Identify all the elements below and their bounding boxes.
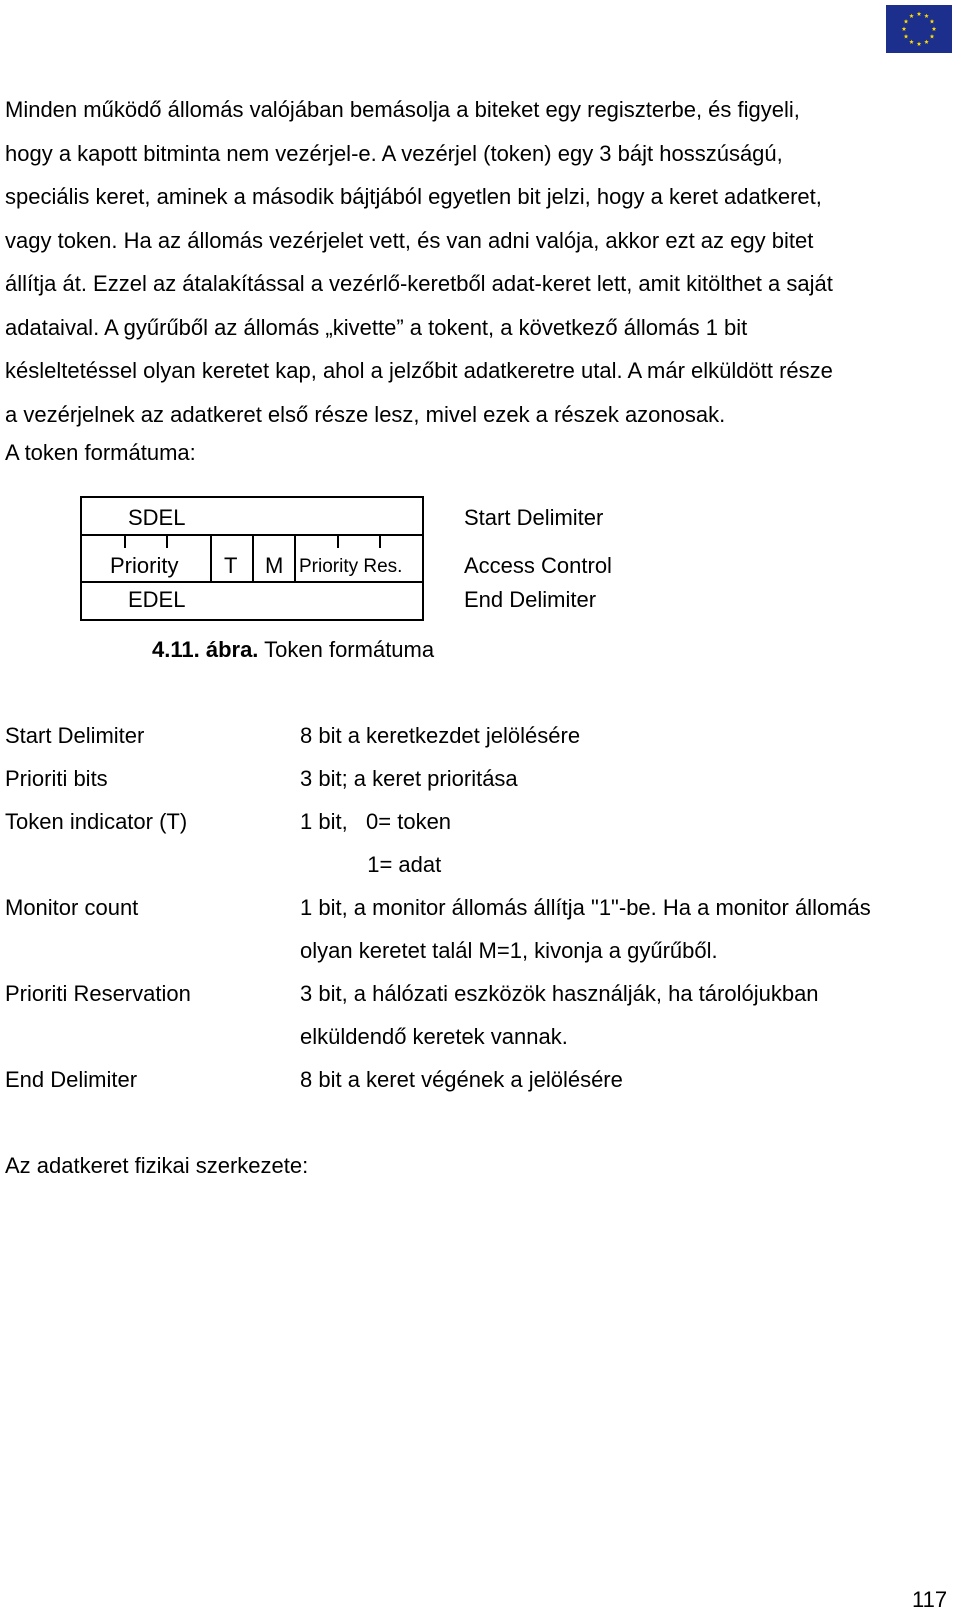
paragraph-line: adataival. A gyűrűből az állomás „kivette” a tokent, a következő állomás 1 bit — [5, 314, 748, 340]
row-separator — [80, 534, 424, 536]
edel-label: EDEL — [128, 587, 186, 612]
figure-number: 4.11. ábra. — [152, 637, 259, 662]
bit-tick — [166, 534, 168, 548]
field-description: 1= adat — [300, 852, 442, 877]
field-description: 1 bit, a monitor állomás állítja "1"-be. Ha a monitor állomás — [300, 895, 871, 920]
m-label: M — [265, 553, 284, 578]
field-description: 8 bit a keret végének a jelölésére — [300, 1067, 623, 1092]
field-description: 3 bit; a keret prioritása — [300, 766, 518, 791]
field-name: Start Delimiter — [5, 723, 145, 748]
paragraph-line: a vezérjelnek az adatkeret első része lesz, mivel ezek a részek azonosak. — [5, 401, 726, 427]
divider — [294, 534, 296, 582]
paragraph-line: hogy a kapott bitminta nem vezérjel-e. A vezérjel (token) egy 3 bájt hosszúságú, — [5, 140, 783, 166]
field-name: Monitor count — [5, 895, 139, 920]
t-label: T — [224, 553, 238, 578]
end-delimiter-label: End Delimiter — [464, 587, 597, 612]
field-name: Prioriti Reservation — [5, 981, 191, 1006]
field-description: 1 bit, 0= token — [300, 809, 452, 834]
figure-title: Token formátuma — [258, 637, 435, 662]
start-delimiter-label: Start Delimiter — [464, 505, 604, 530]
field-description: 3 bit, a hálózati eszközök használják, ha tárolójukban — [300, 981, 819, 1006]
bit-tick — [379, 534, 381, 548]
sdel-label: SDEL — [128, 505, 186, 530]
divider — [210, 534, 212, 582]
paragraph-line: Minden működő állomás valójában bemásolja a biteket egy regiszterbe, és figyeli, — [5, 97, 800, 122]
paragraph-line: speciális keret, aminek a második bájtjából egyetlen bit jelzi, hogy a keret adatkeret, — [5, 184, 822, 209]
field-description: 8 bit a keretkezdet jelölésére — [300, 723, 581, 748]
paragraph-line: állítja át. Ezzel az átalakítással a vezérlő-keretből adat-keret lett, amit kitölthet a saját — [5, 271, 833, 296]
divider — [252, 534, 254, 582]
bit-tick — [124, 534, 126, 548]
priority-label: Priority — [110, 553, 179, 578]
physical-frame-heading: Az adatkeret fizikai szerkezete: — [5, 1153, 309, 1178]
priority-res-label: Priority Res. — [299, 556, 403, 577]
field-description: elküldendő keretek vannak. — [300, 1024, 568, 1049]
field-name: Prioriti bits — [5, 766, 108, 791]
field-name: End Delimiter — [5, 1067, 138, 1092]
paragraph-line: vagy token. Ha az állomás vezérjelet vett, és van adni valója, akkor ezt az egy bitet — [5, 227, 814, 253]
field-description: olyan keretet talál M=1, kivonja a gyűrűből. — [300, 938, 718, 963]
field-name: Token indicator (T) — [5, 809, 188, 834]
body-paragraph — [5, 88, 950, 436]
token-format-heading: A token formátuma: — [5, 440, 196, 465]
figure-caption — [152, 637, 434, 663]
bit-tick — [337, 534, 339, 548]
row-separator — [80, 581, 424, 583]
paragraph-line: késleltetéssel olyan keretet kap, ahol a jelzőbit adatkeretre utal. A már elküldött része — [5, 358, 833, 383]
access-control-label: Access Control — [464, 553, 612, 578]
page-number: 117 — [912, 1587, 948, 1612]
eu-flag-icon — [886, 5, 952, 53]
